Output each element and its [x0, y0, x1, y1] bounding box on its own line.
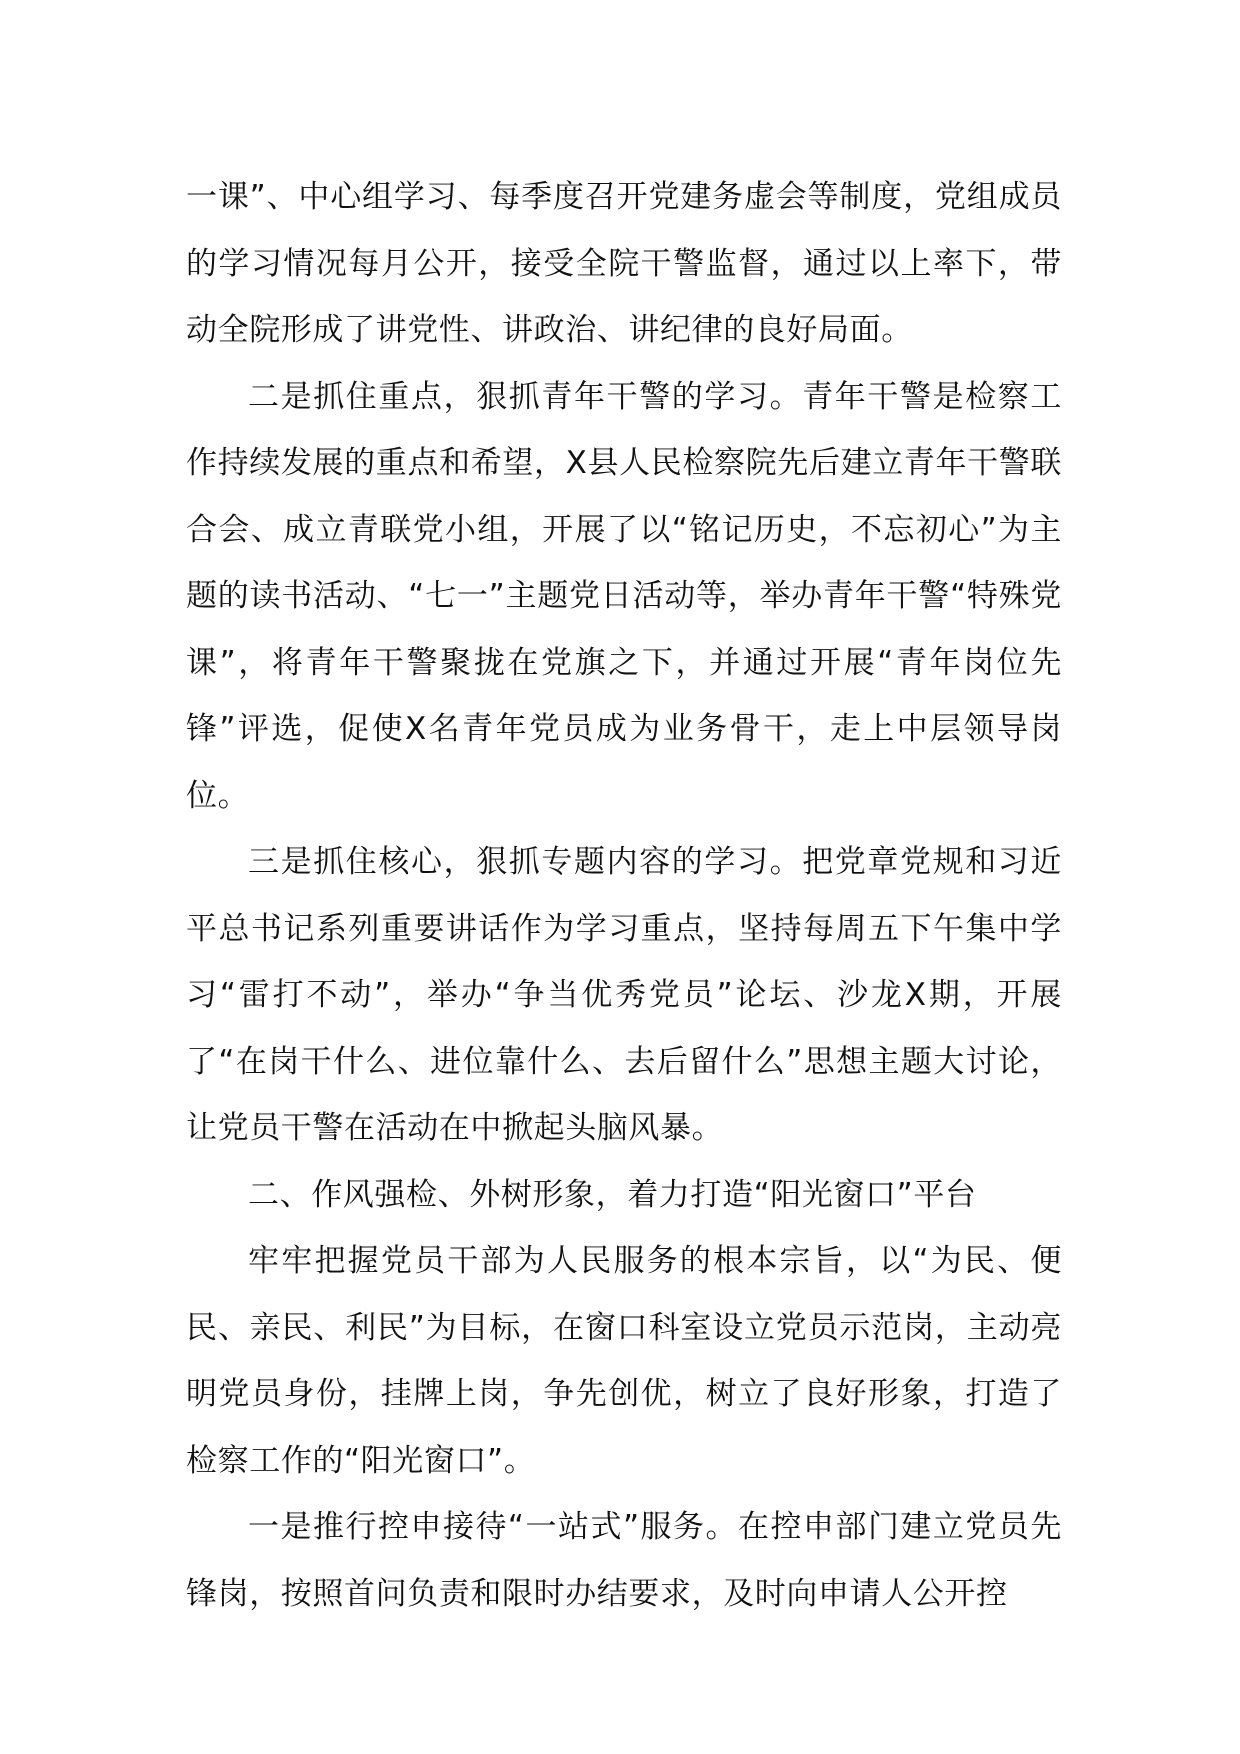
document-body	[186, 164, 1062, 1627]
paragraph-5: 一是推行控申接待“一站式”服务。在控申部门建立党员先锋岗，按照首问负责和限时办结要求，及时向申请人公开控	[186, 1509, 1062, 1612]
paragraph-1: 一课”、中心组学习、每季度召开党建务虚会等制度，党组成员的学习情况每月公开，接受全院干警监督，通过以上率下，带动全院形成了讲党性、讲政治、讲纪律的良好局面。	[186, 179, 1062, 348]
section-heading: 二、作风强检、外树形象，着力打造“阳光窗口”平台	[248, 1176, 977, 1213]
paragraph-2: 二是抓住重点，狠抓青年干警的学习。青年干警是检察工作持续发展的重点和希望，X县人民检察院先后建立青年干警联合会、成立青联党小组，开展了以“铭记历史，不忘初心”为主题的读书活动、“七一”主题党日活动等，举办青年干警“特殊党课”，将青年干警聚拢在党旗之下，并通过开展“青年岗位先锋”评选，促使X名青年党员成为业务骨干，走上中层领导岗位。	[186, 378, 1062, 814]
paragraph-4: 牢牢把握党员干部为人民服务的根本宗旨，以“为民、便民、亲民、利民”为目标，在窗口科室设立党员示范岗，主动亮明党员身份，挂牌上岗，争先创优，树立了良好形象，打造了检察工作的“阳光窗口”。	[186, 1243, 1062, 1479]
paragraph-3: 三是抓住核心，狠抓专题内容的学习。把党章党规和习近平总书记系列重要讲话作为学习重点，坚持每周五下午集中学习“雷打不动”，举办“争当优秀党员”论坛、沙龙X期，开展了“在岗干什么、进位靠什么、去后留什么”思想主题大讨论，让党员干警在活动在中掀起头脑风暴。	[186, 844, 1062, 1146]
